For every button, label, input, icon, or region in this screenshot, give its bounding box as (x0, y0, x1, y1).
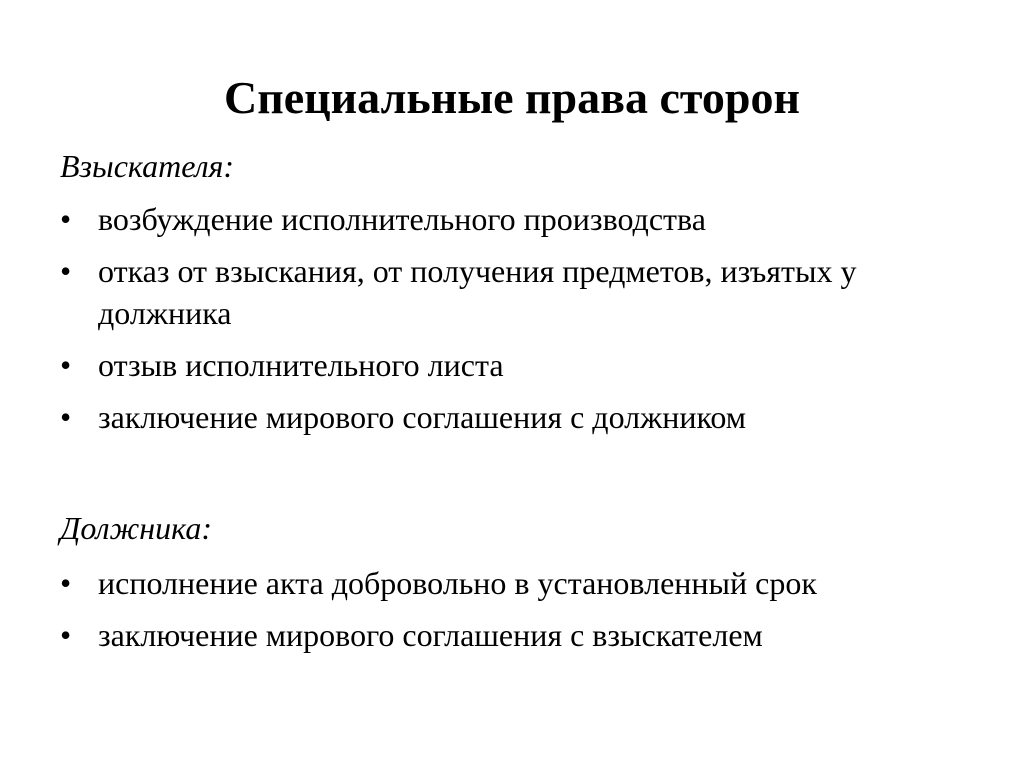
list-item-text: заключение мирового соглашения с взыскателем (98, 617, 763, 653)
list-item (60, 344, 980, 386)
list-item (60, 396, 980, 438)
bullet-list-debtor (60, 562, 980, 666)
bullet-list-creditor (60, 198, 980, 448)
list-item (60, 198, 980, 240)
slide-title: Специальные права сторон (224, 72, 800, 123)
list-item-text: заключение мирового соглашения с должником (98, 399, 747, 435)
bullet-icon: • (60, 253, 72, 289)
list-item (60, 614, 980, 656)
bullet-icon: • (60, 399, 72, 435)
list-item-text: возбуждение исполнительного производства (98, 201, 706, 237)
list-item-text: отзыв исполнительного листа (98, 347, 504, 383)
bullet-icon: • (60, 201, 72, 237)
list-item-text: исполнение акта добровольно в установленный срок (98, 565, 817, 601)
bullet-icon: • (60, 617, 72, 653)
list-item (60, 250, 980, 334)
bullet-icon: • (60, 347, 72, 383)
section-heading-debtor: Должника: (60, 510, 212, 546)
list-item-text: отказ от взыскания, от получения предметов, изъятых у должника (98, 253, 857, 331)
bullet-icon: • (60, 565, 72, 601)
list-item (60, 562, 980, 604)
section-heading-creditor: Взыскателя: (60, 148, 235, 184)
